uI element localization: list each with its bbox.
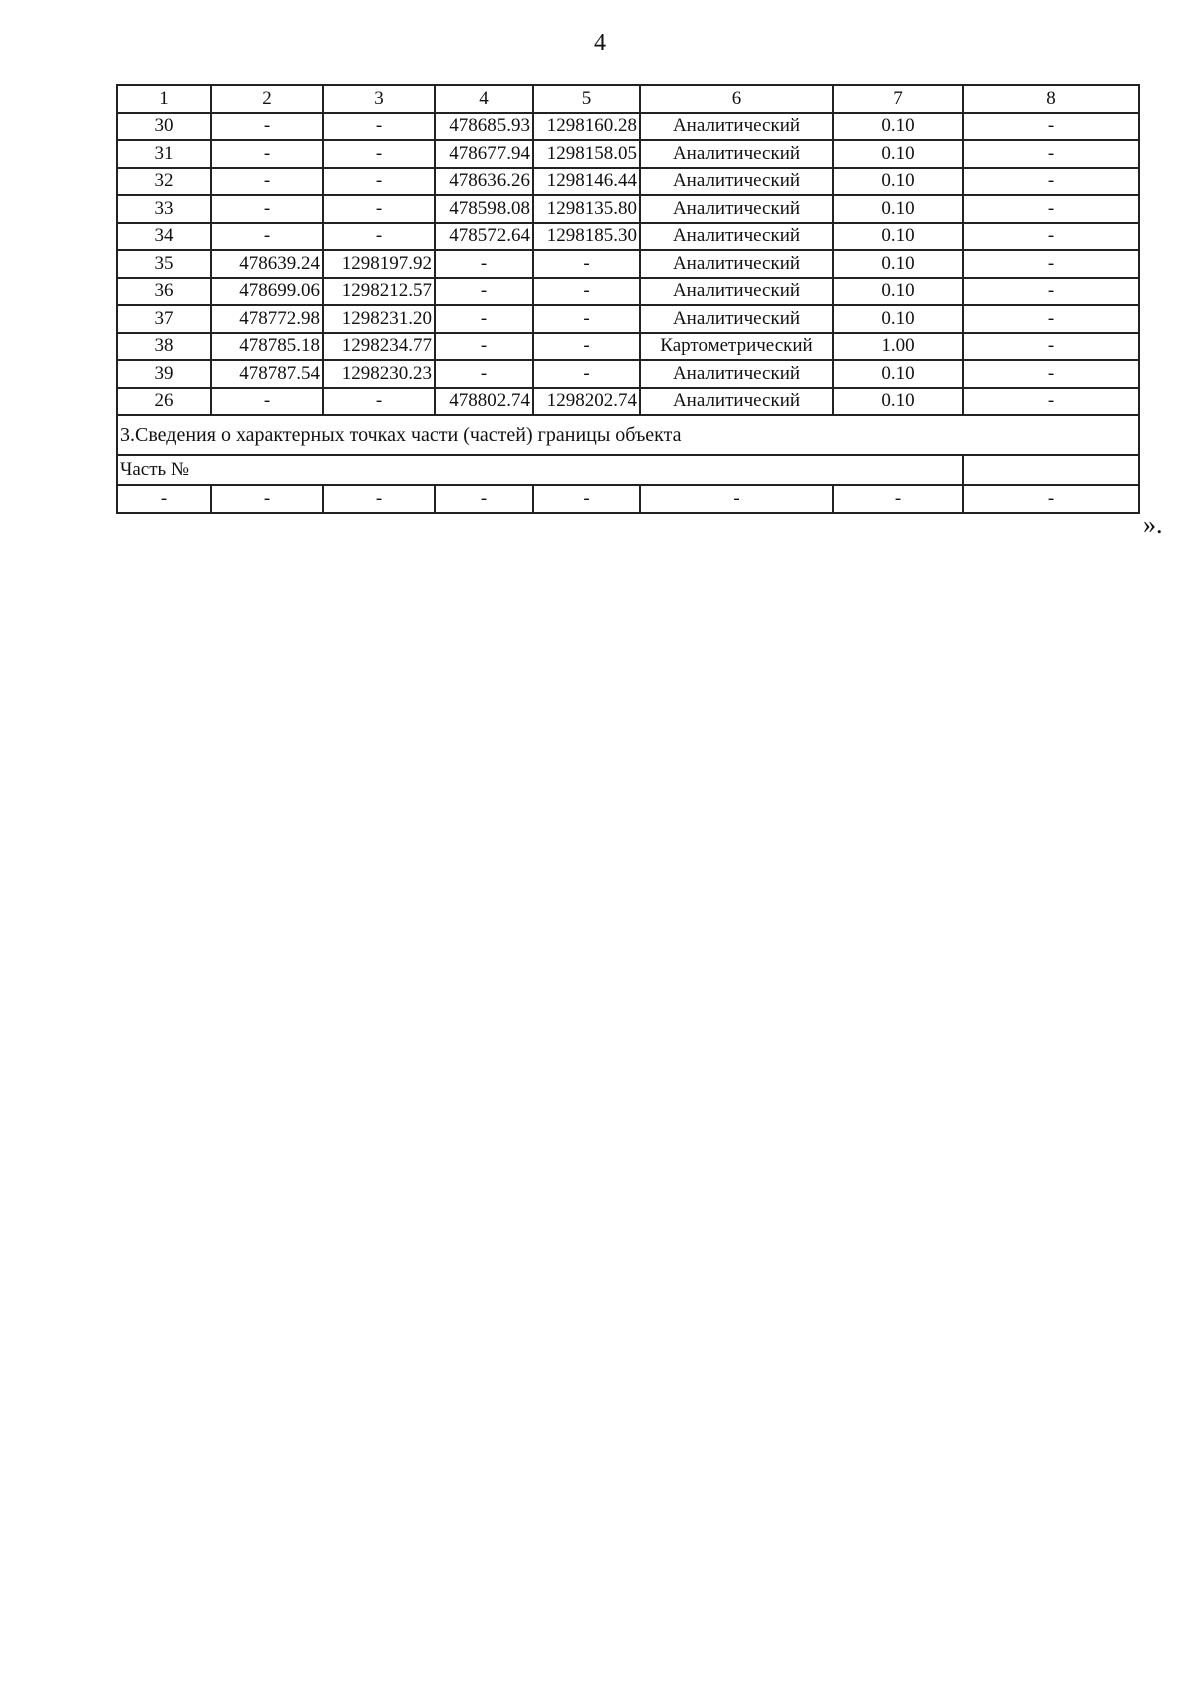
- point-row: [117, 195, 1139, 223]
- part-points-cell: -: [533, 485, 640, 513]
- point-cell-col-1: 39: [117, 360, 211, 388]
- part-points-row: [117, 485, 1139, 513]
- part-points-cell: -: [211, 485, 323, 513]
- point-cell-col-6: Аналитический: [640, 140, 833, 168]
- point-cell-col-6: Аналитический: [640, 195, 833, 223]
- point-cell-col-1: 38: [117, 333, 211, 361]
- point-cell-col-5: 1298146.44: [533, 168, 640, 196]
- point-row: [117, 140, 1139, 168]
- point-cell-col-7: 0.10: [833, 195, 963, 223]
- point-cell-col-6: Аналитический: [640, 305, 833, 333]
- point-cell-col-5: -: [533, 360, 640, 388]
- point-cell-col-2: 478785.18: [211, 333, 323, 361]
- point-cell-col-6: Аналитический: [640, 250, 833, 278]
- part-number-value: [963, 455, 1139, 485]
- point-cell-col-7: 0.10: [833, 278, 963, 306]
- column-number-cell: 5: [533, 85, 640, 113]
- part-points-cell: -: [640, 485, 833, 513]
- point-cell-col-3: 1298231.20: [323, 305, 435, 333]
- point-cell-col-1: 37: [117, 305, 211, 333]
- point-cell-col-8: -: [963, 278, 1139, 306]
- boundary-points-table: [116, 84, 1140, 514]
- point-cell-col-7: 0.10: [833, 113, 963, 141]
- point-cell-col-3: 1298197.92: [323, 250, 435, 278]
- point-cell-col-5: -: [533, 278, 640, 306]
- point-cell-col-8: -: [963, 223, 1139, 251]
- point-cell-col-1: 32: [117, 168, 211, 196]
- point-row: [117, 250, 1139, 278]
- point-cell-col-4: -: [435, 360, 533, 388]
- point-cell-col-8: -: [963, 140, 1139, 168]
- point-cell-col-8: -: [963, 250, 1139, 278]
- point-cell-col-8: -: [963, 305, 1139, 333]
- point-cell-col-7: 0.10: [833, 168, 963, 196]
- point-cell-col-4: -: [435, 333, 533, 361]
- point-cell-col-4: 478598.08: [435, 195, 533, 223]
- point-cell-col-3: -: [323, 168, 435, 196]
- column-number-cell: 3: [323, 85, 435, 113]
- point-cell-col-4: 478802.74: [435, 388, 533, 416]
- point-cell-col-4: 478685.93: [435, 113, 533, 141]
- point-cell-col-2: 478639.24: [211, 250, 323, 278]
- point-cell-col-8: -: [963, 168, 1139, 196]
- point-cell-col-3: -: [323, 223, 435, 251]
- point-cell-col-1: 35: [117, 250, 211, 278]
- part-points-cell: -: [117, 485, 211, 513]
- point-cell-col-5: 1298185.30: [533, 223, 640, 251]
- part-points-cell: -: [963, 485, 1139, 513]
- part-points-cell: -: [323, 485, 435, 513]
- point-cell-col-1: 36: [117, 278, 211, 306]
- part-points-cell: -: [435, 485, 533, 513]
- point-cell-col-4: -: [435, 250, 533, 278]
- point-cell-col-7: 0.10: [833, 140, 963, 168]
- point-cell-col-4: 478677.94: [435, 140, 533, 168]
- point-cell-col-3: -: [323, 195, 435, 223]
- point-row: [117, 113, 1139, 141]
- point-cell-col-8: -: [963, 333, 1139, 361]
- point-cell-col-6: Аналитический: [640, 168, 833, 196]
- point-cell-col-3: 1298230.23: [323, 360, 435, 388]
- point-cell-col-2: 478772.98: [211, 305, 323, 333]
- point-cell-col-8: -: [963, 113, 1139, 141]
- part-number-row: [117, 455, 1139, 485]
- point-cell-col-8: -: [963, 360, 1139, 388]
- point-cell-col-5: 1298202.74: [533, 388, 640, 416]
- point-cell-col-7: 0.10: [833, 360, 963, 388]
- point-row: [117, 305, 1139, 333]
- point-cell-col-6: Аналитический: [640, 278, 833, 306]
- section-3-title: 3.Сведения о характерных точках части (частей) границы объекта: [117, 415, 1139, 455]
- point-cell-col-1: 26: [117, 388, 211, 416]
- point-cell-col-7: 1.00: [833, 333, 963, 361]
- point-cell-col-5: 1298158.05: [533, 140, 640, 168]
- point-cell-col-2: 478787.54: [211, 360, 323, 388]
- point-cell-col-7: 0.10: [833, 305, 963, 333]
- point-cell-col-2: -: [211, 113, 323, 141]
- point-cell-col-3: -: [323, 113, 435, 141]
- point-cell-col-5: -: [533, 333, 640, 361]
- point-cell-col-1: 33: [117, 195, 211, 223]
- point-cell-col-2: -: [211, 195, 323, 223]
- point-cell-col-2: -: [211, 223, 323, 251]
- point-cell-col-8: -: [963, 388, 1139, 416]
- point-cell-col-1: 30: [117, 113, 211, 141]
- point-cell-col-4: -: [435, 278, 533, 306]
- column-number-cell: 8: [963, 85, 1139, 113]
- table-body: [117, 85, 1139, 513]
- point-cell-col-5: -: [533, 305, 640, 333]
- point-cell-col-3: 1298212.57: [323, 278, 435, 306]
- point-row: [117, 333, 1139, 361]
- point-cell-col-3: -: [323, 388, 435, 416]
- part-number-label: Часть №: [117, 455, 963, 485]
- point-cell-col-6: Картометрический: [640, 333, 833, 361]
- column-number-cell: 2: [211, 85, 323, 113]
- point-row: [117, 360, 1139, 388]
- point-cell-col-5: 1298160.28: [533, 113, 640, 141]
- point-cell-col-5: -: [533, 250, 640, 278]
- point-cell-col-4: 478636.26: [435, 168, 533, 196]
- point-row: [117, 168, 1139, 196]
- point-cell-col-4: -: [435, 305, 533, 333]
- point-cell-col-8: -: [963, 195, 1139, 223]
- point-cell-col-7: 0.10: [833, 388, 963, 416]
- point-cell-col-2: -: [211, 388, 323, 416]
- point-cell-col-6: Аналитический: [640, 360, 833, 388]
- point-cell-col-2: -: [211, 168, 323, 196]
- part-points-cell: -: [833, 485, 963, 513]
- column-number-cell: 1: [117, 85, 211, 113]
- column-number-cell: 4: [435, 85, 533, 113]
- point-cell-col-7: 0.10: [833, 223, 963, 251]
- point-cell-col-6: Аналитический: [640, 223, 833, 251]
- point-cell-col-2: -: [211, 140, 323, 168]
- column-number-cell: 6: [640, 85, 833, 113]
- point-cell-col-5: 1298135.80: [533, 195, 640, 223]
- point-cell-col-7: 0.10: [833, 250, 963, 278]
- point-cell-col-3: -: [323, 140, 435, 168]
- column-number-cell: 7: [833, 85, 963, 113]
- point-cell-col-1: 34: [117, 223, 211, 251]
- point-cell-col-2: 478699.06: [211, 278, 323, 306]
- column-number-row: [117, 85, 1139, 113]
- section-3-title-row: [117, 415, 1139, 455]
- page-number: 4: [594, 30, 606, 56]
- point-row: [117, 278, 1139, 306]
- point-row: [117, 223, 1139, 251]
- point-cell-col-4: 478572.64: [435, 223, 533, 251]
- point-cell-col-6: Аналитический: [640, 388, 833, 416]
- point-cell-col-3: 1298234.77: [323, 333, 435, 361]
- closing-quote-mark: ».: [1143, 510, 1163, 539]
- point-row: [117, 388, 1139, 416]
- point-cell-col-6: Аналитический: [640, 113, 833, 141]
- point-cell-col-1: 31: [117, 140, 211, 168]
